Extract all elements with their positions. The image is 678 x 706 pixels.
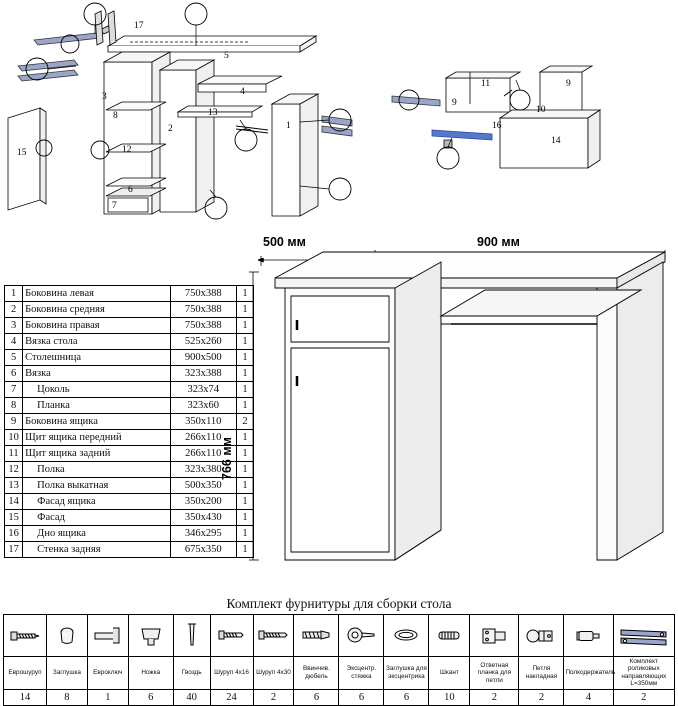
part-number: 17 <box>5 542 23 558</box>
hardware-quantity: 1 <box>87 689 128 705</box>
part-dimension: 350х110 <box>170 414 236 430</box>
part-name: Вязка <box>23 366 170 382</box>
hardware-label: Эксцентр. стяжка <box>339 657 384 690</box>
table-row <box>5 510 254 526</box>
part-number: 15 <box>5 510 23 526</box>
part-quantity: 1 <box>236 286 253 302</box>
part-quantity: 1 <box>236 526 253 542</box>
hardware-quantity: 2 <box>470 689 519 705</box>
finished-desk-drawing <box>220 230 675 590</box>
hardware-kit-table-wrap <box>3 614 675 706</box>
part-quantity: 1 <box>236 334 253 350</box>
callout-5: 5 <box>224 51 229 61</box>
part-name: Вязка стола <box>23 334 170 350</box>
callout-9r: 9 <box>566 79 571 89</box>
part-dimension: 350х200 <box>170 494 236 510</box>
part-name: Боковина левая <box>23 286 170 302</box>
table-row <box>5 430 254 446</box>
part-name: Полка <box>23 462 170 478</box>
table-row <box>5 526 254 542</box>
hardware-label: Шуруп 4х16 <box>210 657 253 690</box>
part-dimension: 323х74 <box>170 382 236 398</box>
callout-2: 2 <box>168 124 173 134</box>
hardware-label: Евроключ <box>87 657 128 690</box>
hardware-quantity: 10 <box>429 689 470 705</box>
part-quantity: 1 <box>236 398 253 414</box>
part-dimension: 346х295 <box>170 526 236 542</box>
table-row <box>5 350 254 366</box>
callout-14: 14 <box>551 136 561 146</box>
part-number: 7 <box>5 382 23 398</box>
part-dimension: 323х60 <box>170 398 236 414</box>
eccentric-tie-icon <box>339 615 384 657</box>
euro-screw-icon <box>4 615 47 657</box>
part-quantity: 1 <box>236 446 253 462</box>
part-name: Боковина ящика <box>23 414 170 430</box>
hardware-quantity: 2 <box>253 689 294 705</box>
part-quantity: 2 <box>236 414 253 430</box>
hardware-label: Полкодержатель <box>564 657 613 690</box>
part-dimension: 323х388 <box>170 366 236 382</box>
part-name: Стенка задняя <box>23 542 170 558</box>
part-name: Щит ящика задний <box>23 446 170 462</box>
table-row <box>5 366 254 382</box>
table-row <box>5 302 254 318</box>
part-number: 12 <box>5 462 23 478</box>
hardware-label: Заглушка <box>46 657 87 690</box>
hardware-quantity: 6 <box>384 689 429 705</box>
roller-guides-icon <box>613 615 674 657</box>
table-row <box>5 318 254 334</box>
hardware-label: Ответная планка для петли <box>470 657 519 690</box>
part-name: Цоколь <box>23 382 170 398</box>
part-number: 14 <box>5 494 23 510</box>
part-name: Боковина правая <box>23 318 170 334</box>
part-name: Фасад ящика <box>23 494 170 510</box>
part-dimension: 266х110 <box>170 430 236 446</box>
hardware-quantity: 14 <box>4 689 47 705</box>
part-dimension: 500х350 <box>170 478 236 494</box>
part-number: 3 <box>5 318 23 334</box>
hardware-label: Комплект роликовых направляющих L=350мм <box>613 657 674 690</box>
eccentric-cap-icon <box>384 615 429 657</box>
table-row <box>5 542 254 558</box>
part-number: 2 <box>5 302 23 318</box>
callout-11: 11 <box>481 79 491 89</box>
part-number: 10 <box>5 430 23 446</box>
hardware-quantity: 24 <box>210 689 253 705</box>
part-number: 5 <box>5 350 23 366</box>
hardware-quantity: 4 <box>564 689 613 705</box>
callout-6: 6 <box>128 185 133 195</box>
part-name: Столешница <box>23 350 170 366</box>
part-quantity: 1 <box>236 318 253 334</box>
part-dimension: 350х430 <box>170 510 236 526</box>
callout-7: 7 <box>112 201 117 211</box>
table-row <box>5 414 254 430</box>
part-name: Фасад <box>23 510 170 526</box>
callout-8: 8 <box>113 111 118 121</box>
callout-17: 17 <box>134 21 144 31</box>
part-number: 6 <box>5 366 23 382</box>
hardware-label: Заглушка для эксцентрика <box>384 657 429 690</box>
parts-list-table <box>4 285 254 558</box>
part-name: Планка <box>23 398 170 414</box>
part-number: 11 <box>5 446 23 462</box>
table-row <box>5 382 254 398</box>
table-row <box>5 398 254 414</box>
hardware-kit-title: Комплект фурнитуры для сборки стола <box>226 596 452 611</box>
part-quantity: 1 <box>236 430 253 446</box>
part-number: 8 <box>5 398 23 414</box>
hardware-label: Шуруп 4х30 <box>253 657 294 690</box>
part-quantity: 1 <box>236 382 253 398</box>
hardware-quantity: 40 <box>173 689 210 705</box>
callout-1: 1 <box>286 121 291 131</box>
exploded-assembly-diagram <box>0 0 678 232</box>
part-dimension: 525х260 <box>170 334 236 350</box>
part-dimension: 323х380 <box>170 462 236 478</box>
part-quantity: 1 <box>236 302 253 318</box>
part-number: 13 <box>5 478 23 494</box>
hardware-quantity: 6 <box>339 689 384 705</box>
dimension-height-label: 766 мм <box>220 437 234 480</box>
callout-3: 3 <box>102 92 107 102</box>
cap-icon <box>46 615 87 657</box>
table-row <box>5 334 254 350</box>
nail-icon <box>173 615 210 657</box>
part-quantity: 1 <box>236 478 253 494</box>
hardware-label: Ввинчив. дюбель <box>294 657 339 690</box>
part-number: 4 <box>5 334 23 350</box>
part-dimension: 750х388 <box>170 318 236 334</box>
table-row <box>5 462 254 478</box>
part-dimension: 675х350 <box>170 542 236 558</box>
part-number: 16 <box>5 526 23 542</box>
part-number: 9 <box>5 414 23 430</box>
hardware-kit-table <box>3 614 675 706</box>
callout-9l: 9 <box>452 98 457 108</box>
screw-4x16-icon <box>210 615 253 657</box>
dimension-width-label: 900 мм <box>477 235 520 249</box>
screw-4x30-icon <box>253 615 294 657</box>
callout-10: 10 <box>536 105 546 115</box>
hardware-label: Петля накладная <box>519 657 564 690</box>
part-quantity: 1 <box>236 366 253 382</box>
callout-13: 13 <box>208 108 218 118</box>
hardware-quantity: 6 <box>294 689 339 705</box>
hardware-label: Шкант <box>429 657 470 690</box>
hardware-quantity: 2 <box>613 689 674 705</box>
table-row <box>5 478 254 494</box>
table-row <box>5 286 254 302</box>
euro-key-icon <box>87 615 128 657</box>
part-quantity: 1 <box>236 350 253 366</box>
part-quantity: 1 <box>236 542 253 558</box>
part-quantity: 1 <box>236 494 253 510</box>
hinge-plate-icon <box>470 615 519 657</box>
callout-16: 16 <box>492 121 502 131</box>
part-name: Боковина средняя <box>23 302 170 318</box>
part-quantity: 1 <box>236 510 253 526</box>
part-name: Дно ящика <box>23 526 170 542</box>
leg-icon <box>128 615 173 657</box>
part-dimension: 750х388 <box>170 286 236 302</box>
hardware-quantity: 2 <box>519 689 564 705</box>
callout-15: 15 <box>17 148 27 158</box>
overlay-hinge-icon <box>519 615 564 657</box>
hardware-label: Еврошуруп <box>4 657 47 690</box>
hardware-quantity: 8 <box>46 689 87 705</box>
part-name: Щит ящика передний <box>23 430 170 446</box>
hardware-label: Ножка <box>128 657 173 690</box>
dowel-icon <box>429 615 470 657</box>
screw-in-dowel-icon <box>294 615 339 657</box>
hardware-label: Гвоздь <box>173 657 210 690</box>
shelf-support-icon <box>564 615 613 657</box>
part-dimension: 266х110 <box>170 446 236 462</box>
part-dimension: 900х500 <box>170 350 236 366</box>
part-name: Полка выкатная <box>23 478 170 494</box>
dimension-depth-label: 500 мм <box>263 235 306 249</box>
part-number: 1 <box>5 286 23 302</box>
callout-4: 4 <box>240 87 245 97</box>
hardware-quantity: 6 <box>128 689 173 705</box>
table-row <box>5 446 254 462</box>
table-row <box>5 494 254 510</box>
part-quantity: 1 <box>236 462 253 478</box>
callout-12: 12 <box>122 145 132 155</box>
part-dimension: 750х388 <box>170 302 236 318</box>
